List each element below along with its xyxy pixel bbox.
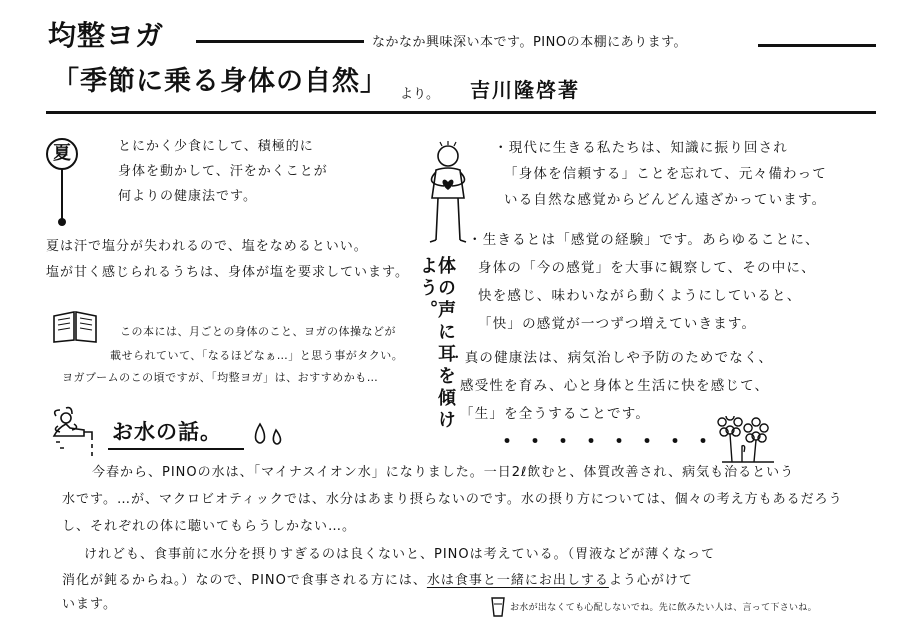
- book-note-line-2: 載せられていて、「なるほどなぁ…」と思う事がタクい。: [110, 349, 404, 362]
- bullet-1-line-3: いる自然な感覚からどんどん遠ざかっています。: [504, 192, 827, 208]
- person-holding-heart-icon: [414, 140, 484, 246]
- bullet-3-line-3: 「生」を全うすることです。: [460, 406, 651, 422]
- water-line-5-tail: よう心がけて: [608, 573, 693, 588]
- water-drops-icon: [250, 420, 286, 450]
- water-title-underline: [108, 448, 244, 450]
- summer-line-3: 何よりの健康法です。: [118, 189, 257, 204]
- open-book-icon: [52, 310, 98, 344]
- bullet-1-line-1: ・現代に生きる私たちは、知識に振り回され: [494, 140, 788, 156]
- water-line-5-text: 消化が鈍るからね。）なので、PINOで食事される方には、: [62, 573, 427, 588]
- header-rule-right: [758, 44, 876, 47]
- flowers-icon: [716, 416, 780, 466]
- from-label: より。: [400, 87, 440, 102]
- water-title: お水の話。: [112, 420, 222, 444]
- bullet-2-line-3: 快を感じ、味わいながら動くようにしていると、: [478, 288, 802, 304]
- water-line-3: し、それぞれの体に聴いてもらうしかない…。: [62, 519, 357, 534]
- bullet-3-line-1: ・真の健康法は、病気治しや予防のためでなく、: [450, 350, 774, 366]
- dotted-separator: ・・・・・・・・: [496, 430, 721, 455]
- summer-line-2: 身体を動かして、汗をかくことが: [118, 164, 328, 179]
- water-line-2: 水です。…が、マクロビオティックでは、水分はあまり摂らないのです。水の摂り方については、個々の考え方もあるだろう: [62, 492, 843, 507]
- header-rule-left: [196, 40, 364, 43]
- water-line-6: います。: [62, 597, 117, 612]
- glass-icon: [490, 596, 506, 618]
- water-footnote: お水が出なくても心配しないでね。先に飲みたい人は、言って下さいね。: [510, 603, 817, 613]
- summer-line-1: とにかく少食にして、積極的に: [118, 139, 314, 154]
- header-subtitle: なかなか興味深い本です。PINOの本棚にあります。: [372, 35, 688, 50]
- water-line-1: 今春から、PINOの水は、「マイナスイオン水」になりました。一日2ℓ飲むと、体質改善され、病気も治るという: [92, 465, 795, 480]
- header-underline: [46, 111, 876, 114]
- faucet-flower-icon: [48, 406, 104, 462]
- salt-line-2: 塩が甘く感じられるうちは、身体が塩を要求しています。: [46, 265, 409, 280]
- bullet-1-line-2: 「身体を信頼する」ことを忘れて、元々備わって: [504, 166, 827, 182]
- title-kinsei-yoga: 均整ヨガ: [48, 19, 165, 52]
- vertical-caption: 体の声に耳を傾けよう。: [417, 256, 456, 432]
- bullet-2-line-2: 身体の「今の感覚」を大事に観察して、その中に、: [478, 260, 816, 276]
- water-line-4: けれども、食事前に水分を摂りすぎるのは良くないと、PINOは考えている。（胃液などが薄くなって: [84, 547, 716, 562]
- book-note-line-3: ヨガブームのこの頃ですが、「均整ヨガ」は、おすすめかも…: [62, 371, 379, 384]
- water-line-5: [62, 574, 693, 587]
- book-note-line-1: この本には、月ごとの身体のこと、ヨガの体操などが: [120, 325, 396, 338]
- water-emphasis: 水は食事と一緒にお出しする: [426, 573, 609, 588]
- bullet-2-line-4: 「快」の感覚が一つずつ増えていきます。: [478, 316, 757, 332]
- summer-badge: 夏: [46, 138, 78, 170]
- bullet-3-line-2: 感受性を育み、心と身体と生活に快を感じて、: [460, 378, 770, 394]
- bullet-2-line-1: ・生きるとは「感覚の経験」です。あらゆることに、: [468, 232, 820, 248]
- salt-line-1: 夏は汗で塩分が失われるので、塩をなめるといい。: [46, 239, 368, 254]
- book-title: 「季節に乗る身体の自然」: [52, 66, 388, 97]
- summer-pin-icon: [56, 168, 68, 228]
- author-name: 吉川隆啓著: [470, 78, 580, 102]
